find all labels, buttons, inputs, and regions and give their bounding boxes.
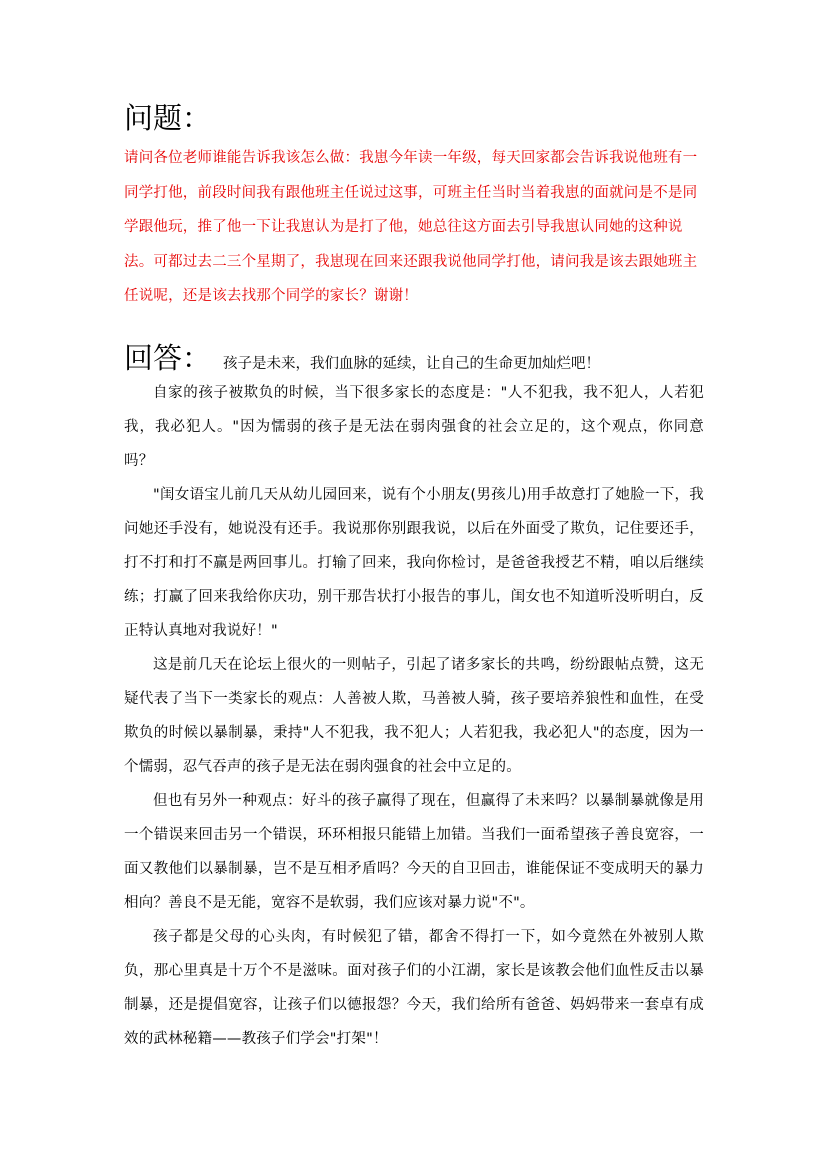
question-heading: 问题： <box>124 101 212 135</box>
answer-header <box>124 340 704 376</box>
answer-paragraph: "闺女语宝儿前几天从幼儿园回来，说有个小朋友(男孩儿)用手故意打了她脸一下，我问她还手没有，她说没有还手。我说那你别跟我说，以后在外面受了欺负，记住要还手，打不打和打不赢是两回事儿。打输了回来，我向你检讨，是爸爸我授艺不精，咱以后继续练；打赢了回来我给你庆功，别干那告状打小报告的事儿，闺女也不知道听没听明白，反正特认真地对我说好！" <box>124 486 704 639</box>
answer-paragraph: 孩子都是父母的心头肉，有时候犯了错，都舍不得打一下，如今竟然在外被别人欺负，那心里真是十万个不是滋味。面对孩子们的小江湖，家长是该教会他们血性反击以暴制暴，还是提倡宽容，让孩子们以德报怨？今天，我们给所有爸爸、妈妈带来一套卓有成效的武林秘籍——教孩子们学会"打架"！ <box>124 928 704 1047</box>
answer-heading: 回答： <box>124 340 212 375</box>
answer-intro: 孩子是未来，我们血脉的延续，让自己的生命更加灿烂吧！ <box>223 355 601 372</box>
document-body <box>124 98 704 1056</box>
answer-paragraph: 但也有另外一种观点：好斗的孩子赢得了现在，但赢得了未来吗？以暴制暴就像是用一个错误来回击另一个错误，环环相报只能错上加错。当我们一面希望孩子善良宽容，一面又教他们以暴制暴，岂不是互相矛盾吗？今天的自卫回击，谁能保证不变成明天的暴力相向？善良不是无能，宽容不是软弱，我们应该对暴力说"不"。 <box>124 792 704 911</box>
question-text: 请问各位老师谁能告诉我该怎么做：我崽今年读一年级，每天回家都会告诉我说他班有一同学打他，前段时间我有跟他班主任说过这事，可班主任当时当着我崽的面就问是不是同学跟他玩，推了他一下让我崽认为是打了他，她总往这方面去引导我崽认同她的这种说法。可都过去二三个星期了，我崽现在回来还跟我说他同学打他，请问我是该去跟她班主任说呢，还是该去找那个同学的家长？谢谢！ <box>124 150 698 304</box>
answer-paragraph: 这是前几天在论坛上很火的一则帖子，引起了诸多家长的共鸣，纷纷跟帖点赞，这无疑代表了当下一类家长的观点：人善被人欺，马善被人骑，孩子要培养狼性和血性，在受欺负的时候以暴制暴，秉持"人不犯我，我不犯人；人若犯我，我必犯人"的态度，因为一个懦弱，忍气吞声的孩子是无法在弱肉强食的社会中立足的。 <box>124 656 704 775</box>
answer-paragraph: 自家的孩子被欺负的时候，当下很多家长的态度是："人不犯我，我不犯人，人若犯我，我必犯人。"因为懦弱的孩子是无法在弱肉强食的社会立足的，这个观点，你同意吗？ <box>124 384 704 469</box>
